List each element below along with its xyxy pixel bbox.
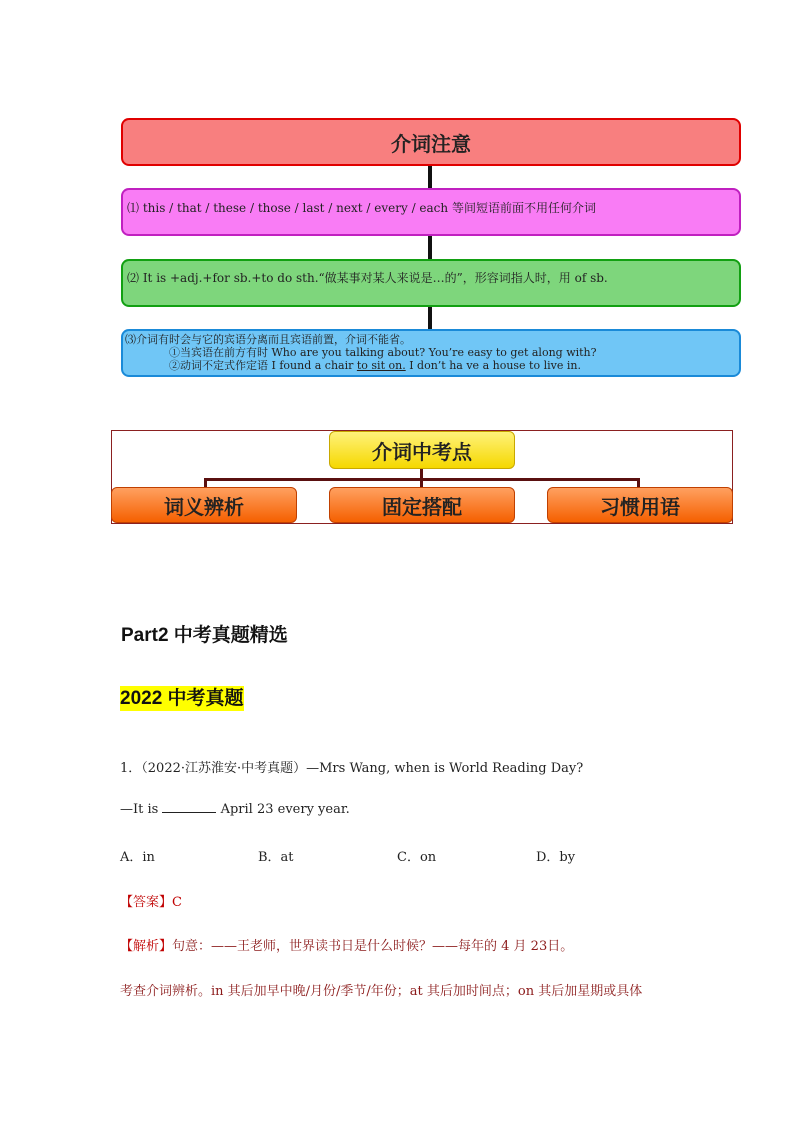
part-heading: Part2 中考真题精选 [121, 625, 288, 646]
question-stem: 1．（2022·江苏淮安·中考真题）—Mrs Wang, when is World Reading Day? [120, 761, 584, 776]
connector-3 [428, 307, 432, 329]
branch-idiom: 习惯用语 [547, 487, 733, 523]
note-3-line-3-prefix: ②动词不定式作定语 I found a chair [169, 359, 357, 372]
note-3-line-3-suffix: I don’t ha ve a house to live in. [405, 359, 581, 372]
connector-2 [428, 236, 432, 259]
analysis-label: 【解析】 [120, 939, 173, 954]
question-line-2-prefix: —It is [120, 802, 163, 817]
note-3-text [125, 333, 597, 372]
question-line-2-suffix: April 23 every year. [216, 802, 350, 817]
option-b: B．at [258, 850, 294, 865]
question-line-2 [120, 801, 350, 817]
year-heading-text: 2022 中考真题 [120, 688, 244, 709]
analysis-more: 考查介词辨析。in 其后加早中晚/月份/季节/年份；at 其后加时间点；on 其后加星期或具体 [120, 984, 643, 999]
diagram2-title: 介词中考点 [329, 431, 515, 469]
analysis-line [120, 935, 573, 954]
branch-collocation: 固定搭配 [329, 487, 515, 523]
answer-blank [162, 801, 216, 813]
diagram1-title: 介词注意 [121, 118, 741, 166]
note-3-line-3 [125, 359, 597, 372]
option-c: C．on [397, 850, 437, 865]
note-box-3 [121, 329, 741, 377]
answer-line [120, 891, 182, 910]
note-box-2 [121, 259, 741, 307]
note-box-1 [121, 188, 741, 236]
option-a: A．in [120, 850, 155, 865]
note-2-text: ⑵ It is +adj.+for sb.+to do sth.“做某事对某人来说是…的”，形容词指人时，用 of sb. [127, 271, 608, 285]
option-d: D．by [536, 850, 576, 865]
note-3-underlined: to sit on. [356, 359, 406, 372]
answer-label: 【答案】 [120, 895, 173, 910]
note-3-line-2: ①当宾语在前方有时 Who are you talking about? You’re easy to get along with? [169, 346, 597, 359]
year-heading [120, 683, 244, 710]
branch-meaning: 词义辨析 [111, 487, 297, 523]
answer-value: C [172, 895, 182, 910]
note-3-line-1: ⑶介词有时会与它的宾语分离而且宾语前置，介词不能省。 [125, 333, 411, 346]
note-1-text: ⑴ this / that / these / those / last / next / every / each 等间短语前面不用任何介词 [127, 201, 596, 215]
connector-1 [428, 166, 432, 188]
analysis-text: 句意：——王老师，世界读书日是什么时候？——每年的 4 月 23日。 [172, 939, 574, 954]
